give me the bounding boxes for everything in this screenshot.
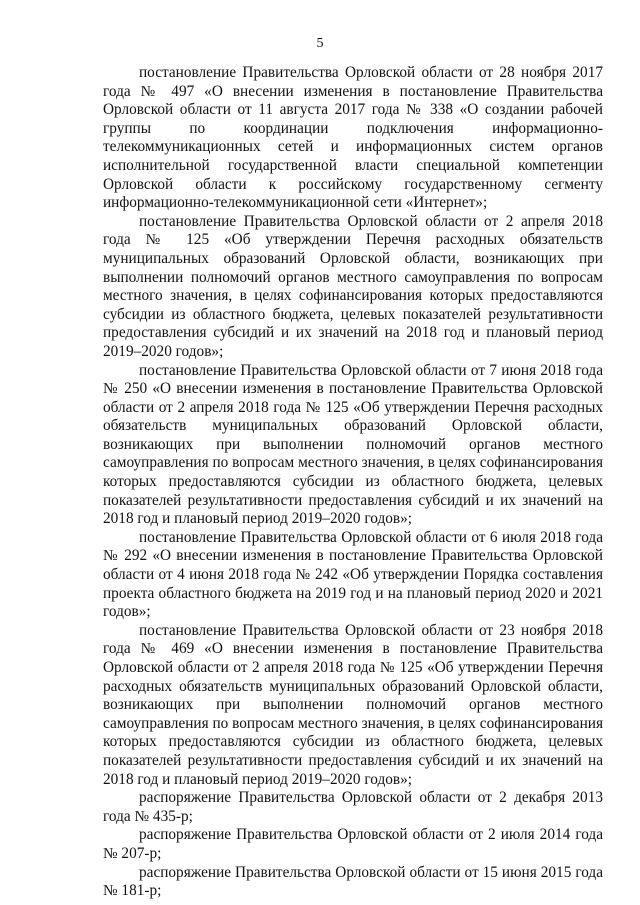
- paragraph: распоряжение Правительства Орловской области от 2 декабря 2013 года № 435-р;: [103, 789, 603, 825]
- paragraph: постановление Правительства Орловской области от 23 ноября 2018 года № 469 «О внесении изменения в постановление Правительства Орловской области от 2 апреля 2018 года № 125 «Об утверждении Перечня расходных обязательств муниципальных образований Орловской области, возникающих при выполнении полномочий органов местного самоуправления по вопросам местного значения, в целях софинансирования которых предоставляются субсидии из областного бюджета, целевых показателей результативности предоставления субсидий и их значений на 2018 год и плановый период 2019–2020 годов»;: [103, 621, 603, 788]
- paragraph: постановление Правительства Орловской области от 6 июля 2018 года № 292 «О внесении изменения в постановление Правительства Орловской области от 4 июня 2018 года № 242 «Об утверждении Порядка составления проекта областного бюджета на 2019 год и на плановый период 2020 и 2021 годов»;: [103, 528, 603, 621]
- paragraph: постановление Правительства Орловской области от 2 апреля 2018 года № 125 «Об утверждении Перечня расходных обязательств муниципальных образований Орловской области, возникающих при выполнении полномочий органов местного самоуправления по вопросам местного значения, в целях софинансирования которых предоставляются субсидии из областного бюджета, целевых показателей результативности предоставления субсидий и их значений на 2018 год и плановый период 2019–2020 годов»;: [103, 212, 603, 360]
- document-body: [103, 64, 603, 901]
- paragraph: распоряжение Правительства Орловской области от 2 июля 2014 года № 207-р;: [103, 826, 603, 862]
- paragraph: распоряжение Правительства Орловской области от 15 июня 2015 года № 181-р;: [103, 863, 603, 900]
- page-number: 5: [316, 36, 324, 51]
- paragraph: постановление Правительства Орловской области от 28 ноября 2017 года № 497 «О внесении изменения в постановление Правительства Орловской области от 11 августа 2017 года № 338 «О создании рабочей группы по координации подключения информационно-телекоммуникационных сетей и информационных систем органов исполнительной государственной власти специальной компетенции Орловской области к российскому государственному сегменту информационно-телекоммуникационной сети «Интернет»;: [103, 64, 603, 212]
- paragraph: постановление Правительства Орловской области от 7 июня 2018 года № 250 «О внесении изменения в постановление Правительства Орловской области от 2 апреля 2018 года № 125 «Об утверждении Перечня расходных обязательств муниципальных образований Орловской области, возникающих при выполнении полномочий органов местного самоуправления по вопросам местного значения, в целях софинансирования которых предоставляются субсидии из областного бюджета, целевых показателей результативности предоставления субсидий и их значений на 2018 год и плановый период 2019–2020 годов»;: [103, 361, 603, 528]
